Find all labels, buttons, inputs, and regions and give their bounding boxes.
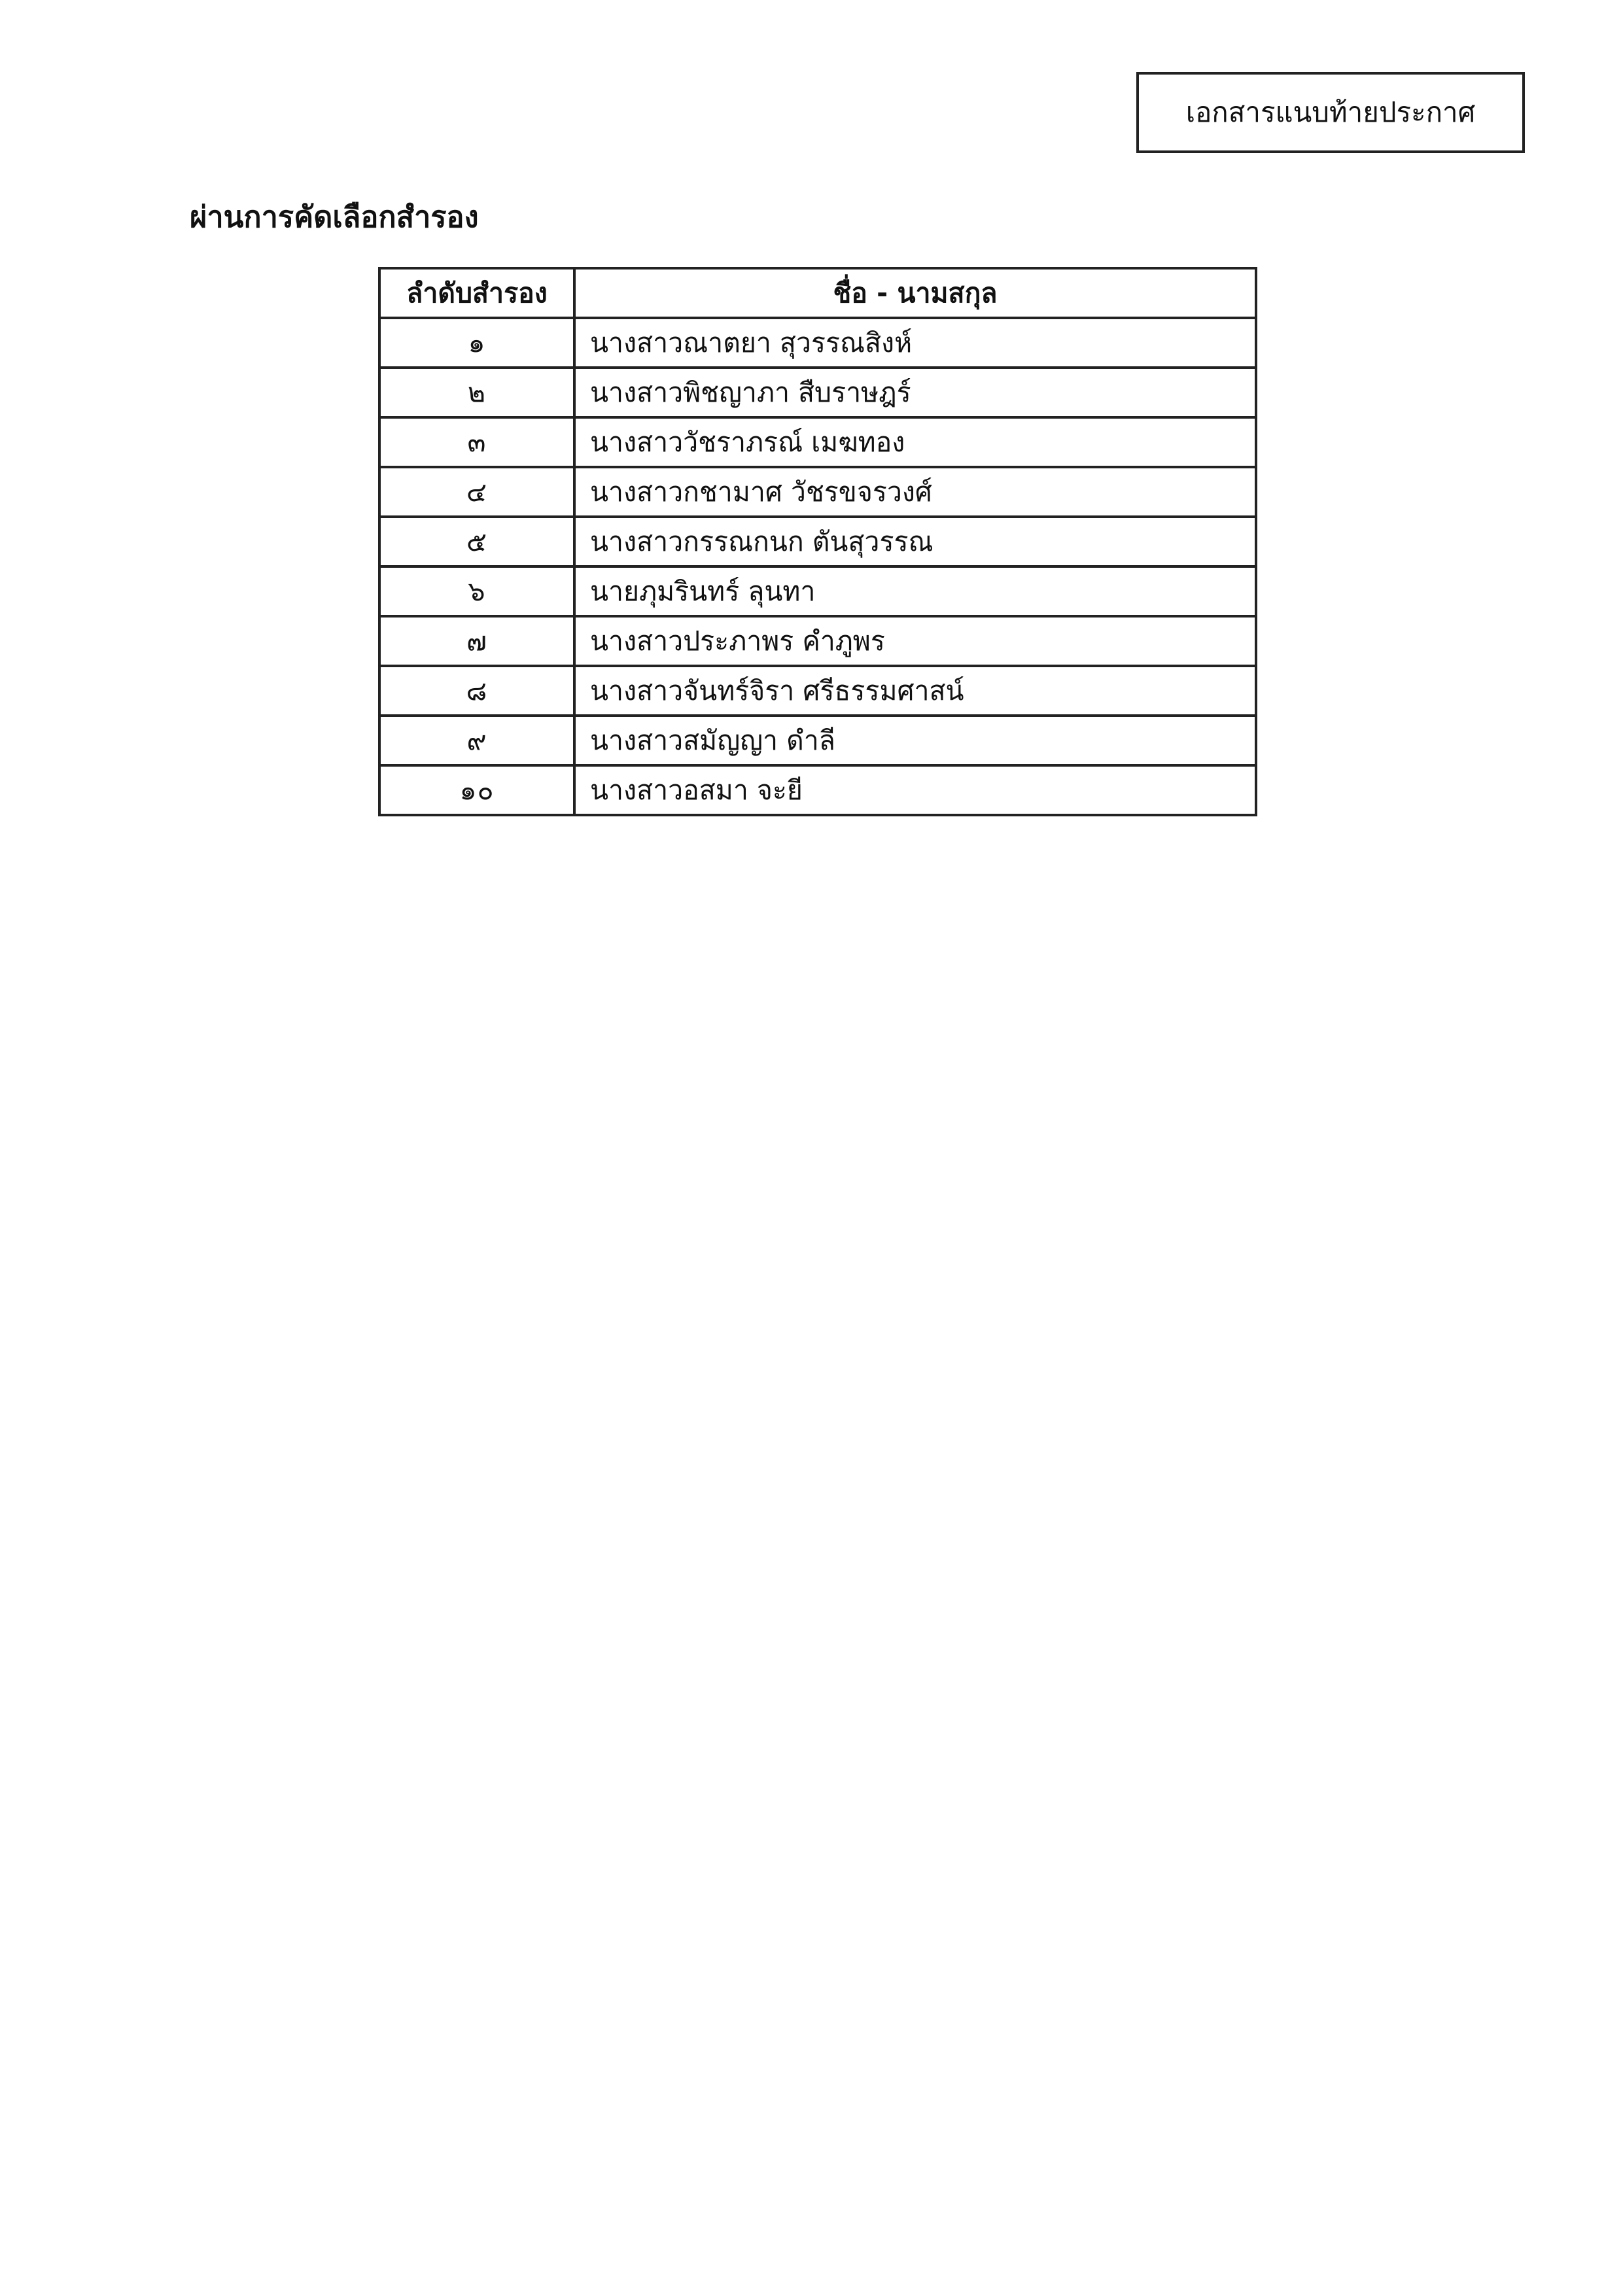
table-header-row <box>379 268 1256 318</box>
table-row <box>379 467 1256 517</box>
name-cell: นางสาวกชามาศ วัชรขจรวงศ์ <box>574 467 1256 517</box>
order-cell: ๔ <box>379 467 574 517</box>
attachment-label-box <box>1136 72 1525 153</box>
order-cell: ๕ <box>379 517 574 566</box>
table-body <box>379 318 1256 815</box>
order-cell: ๓ <box>379 417 574 467</box>
order-cell: ๘ <box>379 666 574 716</box>
order-cell: ๑๐ <box>379 765 574 815</box>
name-cell: นางสาววัชราภรณ์ เมฆทอง <box>574 417 1256 467</box>
order-cell: ๒ <box>379 368 574 417</box>
name-cell: นางสาวจันทร์จิรา ศรีธรรมศาสน์ <box>574 666 1256 716</box>
order-column-header: ลำดับสำรอง <box>379 268 574 318</box>
name-column-header: ชื่อ - นามสกุล <box>574 268 1256 318</box>
reserve-list-table <box>378 267 1257 816</box>
table-row <box>379 716 1256 765</box>
name-cell: นางสาวสมัญญา ดำลี <box>574 716 1256 765</box>
attachment-label: เอกสารแนบท้ายประกาศ <box>1185 96 1476 128</box>
table-row <box>379 318 1256 368</box>
name-cell: นางสาวประภาพร คำภูพร <box>574 616 1256 666</box>
table-row <box>379 616 1256 666</box>
name-cell: นางสาวณาตยา สุวรรณสิงห์ <box>574 318 1256 368</box>
name-cell: นางสาวกรรณกนก ตันสุวรรณ <box>574 517 1256 566</box>
table-row <box>379 368 1256 417</box>
name-cell: นางสาวพิชญาภา สืบราษฎร์ <box>574 368 1256 417</box>
table-row <box>379 765 1256 815</box>
order-cell: ๑ <box>379 318 574 368</box>
name-cell: นางสาวอสมา จะยี <box>574 765 1256 815</box>
table-header <box>379 268 1256 318</box>
table-row <box>379 666 1256 716</box>
order-cell: ๙ <box>379 716 574 765</box>
name-cell: นายภุมรินทร์ ลุนทา <box>574 566 1256 616</box>
order-cell: ๖ <box>379 566 574 616</box>
order-cell: ๗ <box>379 616 574 666</box>
section-title: ผ่านการคัดเลือกสำรอง <box>190 200 479 234</box>
table-row <box>379 517 1256 566</box>
table-row <box>379 417 1256 467</box>
table-row <box>379 566 1256 616</box>
